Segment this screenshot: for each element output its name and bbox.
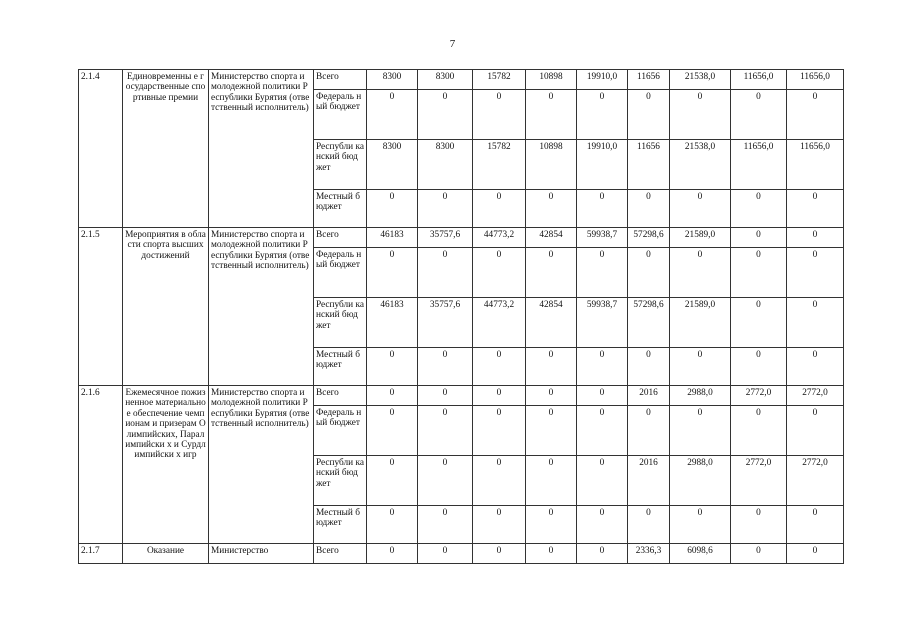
funding-value: 0 bbox=[731, 228, 787, 248]
funding-value: 0 bbox=[526, 386, 577, 406]
budget-table bbox=[78, 69, 844, 564]
funding-value: 35757,6 bbox=[418, 228, 473, 248]
funding-value: 0 bbox=[628, 248, 670, 298]
funding-value: 0 bbox=[473, 190, 526, 228]
funding-value: 0 bbox=[367, 190, 418, 228]
funding-value: 0 bbox=[418, 386, 473, 406]
funding-source: Всего bbox=[314, 386, 367, 406]
funding-value: 0 bbox=[418, 348, 473, 386]
funding-source: Местный бюджет bbox=[314, 506, 367, 544]
funding-value: 8300 bbox=[367, 140, 418, 190]
funding-value: 0 bbox=[418, 248, 473, 298]
funding-value: 0 bbox=[367, 386, 418, 406]
section-name: Единовременны е государственные спортивные премии bbox=[123, 70, 209, 228]
funding-value: 10898 bbox=[526, 140, 577, 190]
funding-source: Всего bbox=[314, 228, 367, 248]
funding-value: 0 bbox=[577, 406, 628, 456]
funding-value: 0 bbox=[367, 248, 418, 298]
funding-value: 0 bbox=[731, 406, 787, 456]
funding-value: 2988,0 bbox=[670, 386, 731, 406]
funding-value: 0 bbox=[367, 544, 418, 564]
section-code: 2.1.5 bbox=[79, 228, 123, 386]
section-executor: Министерство спорта и молодежной политики Республики Бурятия (ответственный исполнитель) bbox=[209, 386, 314, 544]
funding-value: 2016 bbox=[628, 456, 670, 506]
funding-source: Федераль ный бюджет bbox=[314, 406, 367, 456]
funding-value: 35757,6 bbox=[418, 298, 473, 348]
funding-value: 0 bbox=[670, 506, 731, 544]
funding-source: Республи канский бюджет bbox=[314, 456, 367, 506]
funding-source: Федераль ный бюджет bbox=[314, 90, 367, 140]
funding-value: 0 bbox=[473, 386, 526, 406]
funding-value: 0 bbox=[473, 406, 526, 456]
funding-value: 0 bbox=[731, 90, 787, 140]
funding-value: 0 bbox=[367, 506, 418, 544]
funding-value: 0 bbox=[577, 248, 628, 298]
funding-value: 2988,0 bbox=[670, 456, 731, 506]
funding-value: 0 bbox=[787, 544, 844, 564]
funding-value: 0 bbox=[577, 386, 628, 406]
table-row bbox=[79, 70, 844, 90]
table-row bbox=[79, 228, 844, 248]
funding-value: 0 bbox=[731, 544, 787, 564]
funding-value: 0 bbox=[418, 90, 473, 140]
section-name: Мероприятия в области спорта высших достижений bbox=[123, 228, 209, 386]
funding-value: 0 bbox=[418, 544, 473, 564]
funding-source: Республи канский бюджет bbox=[314, 298, 367, 348]
funding-value: 0 bbox=[787, 348, 844, 386]
funding-value: 57298,6 bbox=[628, 228, 670, 248]
section-code: 2.1.4 bbox=[79, 70, 123, 228]
funding-value: 0 bbox=[473, 90, 526, 140]
funding-value: 6098,6 bbox=[670, 544, 731, 564]
funding-value: 44773,2 bbox=[473, 298, 526, 348]
funding-value: 0 bbox=[787, 506, 844, 544]
funding-value: 21589,0 bbox=[670, 298, 731, 348]
funding-value: 0 bbox=[526, 348, 577, 386]
funding-value: 0 bbox=[670, 248, 731, 298]
funding-source: Местный бюджет bbox=[314, 348, 367, 386]
funding-value: 11656,0 bbox=[731, 70, 787, 90]
funding-value: 0 bbox=[418, 406, 473, 456]
funding-value: 0 bbox=[787, 298, 844, 348]
funding-value: 0 bbox=[628, 506, 670, 544]
funding-value: 21538,0 bbox=[670, 140, 731, 190]
funding-value: 0 bbox=[731, 298, 787, 348]
funding-value: 0 bbox=[473, 456, 526, 506]
funding-value: 0 bbox=[473, 348, 526, 386]
funding-value: 0 bbox=[526, 248, 577, 298]
funding-value: 2772,0 bbox=[787, 386, 844, 406]
funding-value: 42854 bbox=[526, 298, 577, 348]
funding-value: 19910,0 bbox=[577, 70, 628, 90]
funding-value: 0 bbox=[787, 248, 844, 298]
funding-value: 11656 bbox=[628, 140, 670, 190]
funding-source: Местный бюджет bbox=[314, 190, 367, 228]
funding-value: 0 bbox=[577, 506, 628, 544]
funding-value: 2772,0 bbox=[731, 386, 787, 406]
funding-value: 0 bbox=[577, 348, 628, 386]
funding-value: 57298,6 bbox=[628, 298, 670, 348]
section-name: Ежемесячное пожизненное материальное обеспечение чемпионам и призерам Олимпийских, Паралимпийски х и Сурдлимпийски х игр bbox=[123, 386, 209, 544]
funding-value: 19910,0 bbox=[577, 140, 628, 190]
funding-source: Республи канский бюджет bbox=[314, 140, 367, 190]
funding-value: 0 bbox=[526, 190, 577, 228]
section-executor: Министерство спорта и молодежной политики Республики Бурятия (ответственный исполнитель) bbox=[209, 70, 314, 228]
funding-value: 0 bbox=[418, 190, 473, 228]
page-number: 7 bbox=[449, 38, 456, 50]
funding-value: 0 bbox=[731, 248, 787, 298]
funding-value: 0 bbox=[731, 506, 787, 544]
funding-value: 0 bbox=[787, 228, 844, 248]
funding-value: 0 bbox=[577, 456, 628, 506]
funding-value: 0 bbox=[526, 406, 577, 456]
funding-value: 0 bbox=[787, 90, 844, 140]
funding-value: 59938,7 bbox=[577, 228, 628, 248]
funding-value: 59938,7 bbox=[577, 298, 628, 348]
section-code: 2.1.7 bbox=[79, 544, 123, 564]
funding-value: 0 bbox=[473, 544, 526, 564]
funding-value: 8300 bbox=[418, 140, 473, 190]
table-row bbox=[79, 386, 844, 406]
funding-value: 0 bbox=[628, 90, 670, 140]
funding-value: 0 bbox=[473, 248, 526, 298]
funding-value: 0 bbox=[731, 348, 787, 386]
funding-value: 46183 bbox=[367, 298, 418, 348]
funding-value: 21538,0 bbox=[670, 70, 731, 90]
funding-value: 0 bbox=[367, 456, 418, 506]
funding-value: 0 bbox=[787, 190, 844, 228]
funding-value: 42854 bbox=[526, 228, 577, 248]
funding-value: 0 bbox=[577, 90, 628, 140]
funding-value: 10898 bbox=[526, 70, 577, 90]
funding-value: 0 bbox=[367, 348, 418, 386]
funding-value: 15782 bbox=[473, 140, 526, 190]
funding-value: 0 bbox=[670, 406, 731, 456]
section-name: Оказание bbox=[123, 544, 209, 564]
funding-value: 2016 bbox=[628, 386, 670, 406]
funding-source: Федераль ный бюджет bbox=[314, 248, 367, 298]
funding-value: 11656,0 bbox=[787, 140, 844, 190]
funding-value: 21589,0 bbox=[670, 228, 731, 248]
funding-value: 0 bbox=[526, 506, 577, 544]
funding-value: 11656,0 bbox=[731, 140, 787, 190]
funding-value: 0 bbox=[473, 506, 526, 544]
funding-value: 0 bbox=[628, 406, 670, 456]
funding-value: 0 bbox=[418, 506, 473, 544]
funding-value: 0 bbox=[731, 190, 787, 228]
funding-value: 0 bbox=[628, 348, 670, 386]
funding-value: 0 bbox=[628, 190, 670, 228]
funding-value: 0 bbox=[577, 544, 628, 564]
funding-value: 0 bbox=[670, 190, 731, 228]
funding-value: 0 bbox=[367, 406, 418, 456]
table-body bbox=[79, 70, 844, 564]
section-executor: Министерство bbox=[209, 544, 314, 564]
funding-value: 46183 bbox=[367, 228, 418, 248]
funding-value: 0 bbox=[526, 456, 577, 506]
section-code: 2.1.6 bbox=[79, 386, 123, 544]
funding-value: 2336,3 bbox=[628, 544, 670, 564]
funding-value: 0 bbox=[670, 90, 731, 140]
funding-value: 0 bbox=[526, 544, 577, 564]
funding-value: 0 bbox=[670, 348, 731, 386]
funding-value: 8300 bbox=[418, 70, 473, 90]
funding-source: Всего bbox=[314, 544, 367, 564]
funding-value: 2772,0 bbox=[731, 456, 787, 506]
funding-value: 44773,2 bbox=[473, 228, 526, 248]
section-executor: Министерство спорта и молодежной политики Республики Бурятия (ответственный исполнитель) bbox=[209, 228, 314, 386]
funding-value: 0 bbox=[787, 406, 844, 456]
funding-value: 8300 bbox=[367, 70, 418, 90]
table-row bbox=[79, 544, 844, 564]
funding-source: Всего bbox=[314, 70, 367, 90]
funding-value: 2772,0 bbox=[787, 456, 844, 506]
funding-value: 0 bbox=[418, 456, 473, 506]
funding-value: 0 bbox=[577, 190, 628, 228]
funding-value: 15782 bbox=[473, 70, 526, 90]
funding-value: 11656,0 bbox=[787, 70, 844, 90]
funding-value: 0 bbox=[526, 90, 577, 140]
funding-value: 0 bbox=[367, 90, 418, 140]
funding-value: 11656 bbox=[628, 70, 670, 90]
